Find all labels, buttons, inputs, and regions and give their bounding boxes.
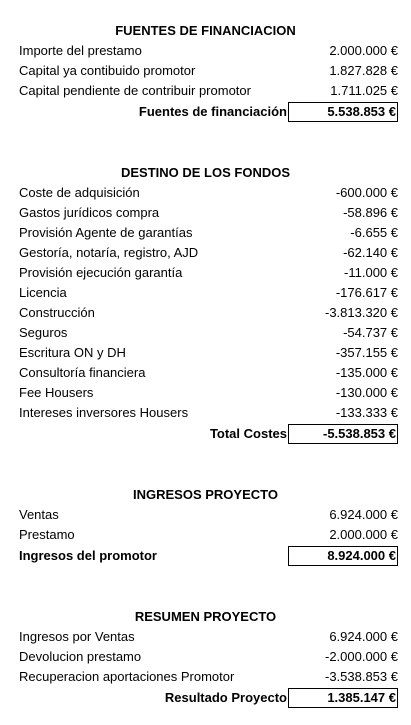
destino-total-row[interactable] — [0, 424, 411, 444]
row-value: -58.896 € — [343, 205, 398, 220]
row-value: -54.737 € — [343, 325, 398, 340]
row-label: Prestamo — [19, 527, 75, 542]
row-value: 6.924.000 € — [329, 507, 398, 522]
row-value: -357.155 € — [335, 345, 398, 360]
row-value: 2.000.000 € — [329, 527, 398, 542]
destino-row[interactable] — [0, 243, 411, 263]
row-label: Recuperacion aportaciones Promotor — [19, 669, 235, 684]
row-value: -62.140 € — [343, 245, 398, 260]
row-label: Escritura ON y DH — [19, 345, 126, 360]
total-label: Total Costes — [209, 426, 287, 441]
row-value: -133.333 € — [335, 405, 398, 420]
row-label: Importe del prestamo — [19, 43, 142, 58]
total-value: 1.385.147 € — [327, 690, 396, 705]
row-value: 2.000.000 € — [329, 43, 398, 58]
row-label: Provisión ejecución garantía — [19, 265, 183, 280]
resumen-total-row[interactable] — [0, 688, 411, 708]
ingresos-row[interactable] — [0, 505, 411, 525]
ingresos-total-row[interactable] — [0, 546, 411, 566]
row-value: -6.655 € — [350, 225, 398, 240]
fuentes-row[interactable] — [0, 61, 411, 81]
total-label: Fuentes de financiación — [138, 104, 287, 119]
fuentes-row[interactable] — [0, 41, 411, 61]
resumen-row[interactable] — [0, 667, 411, 687]
row-value: -11.000 € — [344, 265, 398, 280]
destino-row[interactable] — [0, 283, 411, 303]
row-label: Provisión Agente de garantías — [19, 225, 193, 240]
row-label: Construcción — [19, 305, 95, 320]
row-value: -600.000 € — [335, 185, 398, 200]
row-label: Seguros — [19, 325, 68, 340]
destino-row[interactable] — [0, 263, 411, 283]
fuentes-total-row[interactable] — [0, 102, 411, 122]
destino-row[interactable] — [0, 203, 411, 223]
destino-row[interactable] — [0, 343, 411, 363]
row-label: Capital ya contibuido promotor — [19, 63, 196, 78]
resumen-row[interactable] — [0, 627, 411, 647]
row-value: 1.711.025 € — [330, 83, 398, 98]
resumen-section-title: RESUMEN PROYECTO — [134, 609, 277, 624]
row-value: 6.924.000 € — [329, 629, 398, 644]
destino-row[interactable] — [0, 323, 411, 343]
row-value: -3.538.853 € — [324, 669, 398, 684]
total-value: 5.538.853 € — [327, 104, 396, 119]
row-value: -135.000 € — [335, 365, 398, 380]
fuentes-row[interactable] — [0, 81, 411, 101]
row-value: -130.000 € — [335, 385, 398, 400]
row-label: Coste de adquisición — [19, 185, 140, 200]
row-label: Devolucion prestamo — [19, 649, 142, 664]
ingresos-row[interactable] — [0, 525, 411, 545]
destino-section-title: DESTINO DE LOS FONDOS — [120, 165, 290, 180]
destino-row[interactable] — [0, 223, 411, 243]
destino-row[interactable] — [0, 183, 411, 203]
row-value: -2.000.000 € — [324, 649, 398, 664]
row-value: 1.827.828 € — [329, 63, 398, 78]
fuentes-section-title: FUENTES DE FINANCIACION — [115, 23, 296, 38]
total-label: Ingresos del promotor — [19, 548, 157, 563]
row-label: Gastos jurídicos compra — [19, 205, 160, 220]
row-label: Capital pendiente de contribuir promotor — [19, 83, 251, 98]
row-label: Ventas — [19, 507, 59, 522]
row-label: Gestoría, notaría, registro, AJD — [19, 245, 199, 260]
row-value: -176.617 € — [335, 285, 398, 300]
destino-row[interactable] — [0, 303, 411, 323]
resumen-row[interactable] — [0, 647, 411, 667]
total-value: 8.924.000 € — [327, 548, 396, 563]
row-label: Consultoría financiera — [19, 365, 146, 380]
destino-row[interactable] — [0, 363, 411, 383]
destino-row[interactable] — [0, 383, 411, 403]
row-label: Ingresos por Ventas — [19, 629, 135, 644]
destino-row[interactable] — [0, 403, 411, 423]
total-value: -5.538.853 € — [322, 426, 396, 441]
row-label: Intereses inversores Housers — [19, 405, 189, 420]
ingresos-section-title: INGRESOS PROYECTO — [133, 487, 278, 502]
row-value: -3.813.320 € — [324, 305, 398, 320]
row-label: Fee Housers — [19, 385, 94, 400]
total-label: Resultado Proyecto — [164, 690, 287, 705]
row-label: Licencia — [19, 285, 67, 300]
